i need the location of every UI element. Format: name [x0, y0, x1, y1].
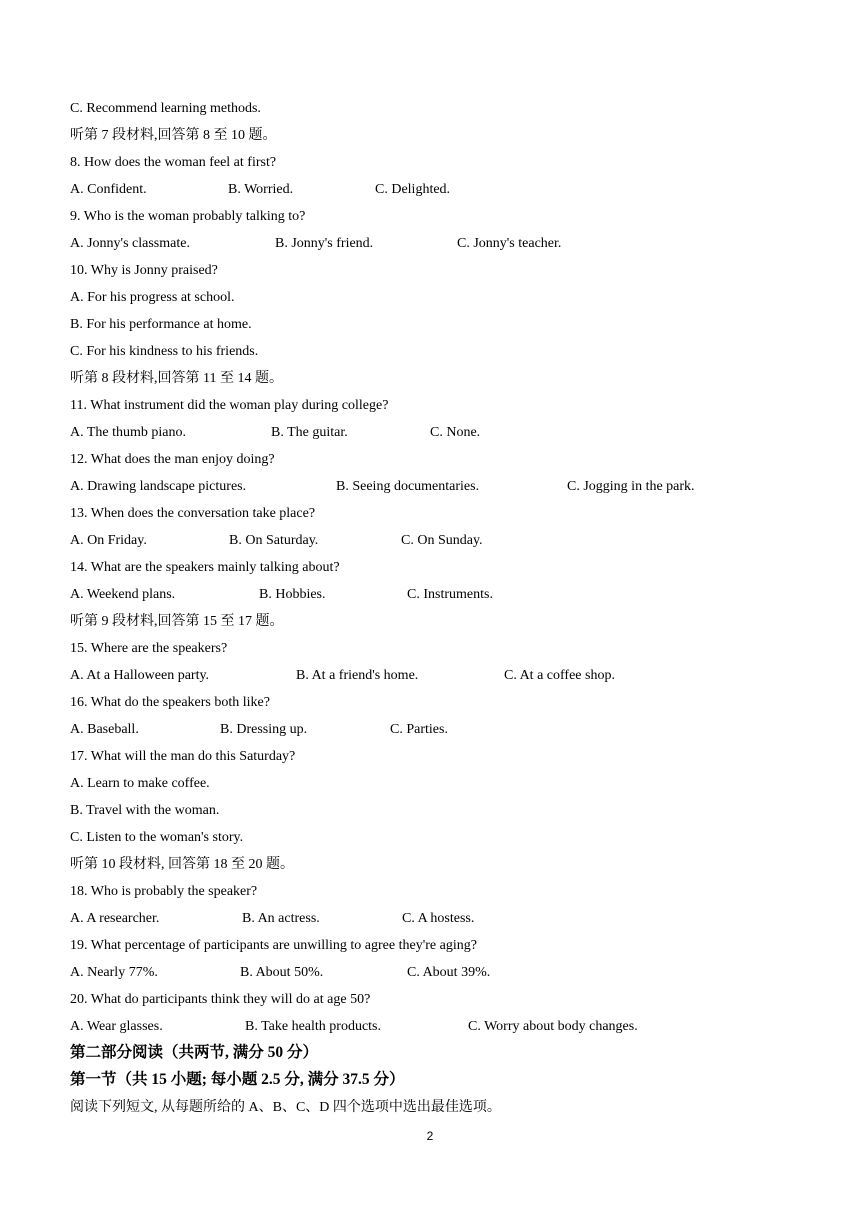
section-9-instruction: 听第 9 段材料,回答第 15 至 17 题。: [70, 614, 284, 629]
section-8-instruction: 听第 8 段材料,回答第 11 至 14 题。: [70, 371, 283, 386]
q8-option-c: C. Delighted.: [375, 182, 451, 197]
section-10-instruction: 听第 10 段材料, 回答第 18 至 20 题。: [70, 857, 294, 872]
question-8: 8. How does the woman feel at first?: [70, 155, 277, 170]
q10-option-b: B. For his performance at home.: [70, 317, 252, 332]
q8-option-b: B. Worried.: [228, 182, 294, 197]
q12-option-a: A. Drawing landscape pictures.: [70, 479, 247, 494]
q16-option-b: B. Dressing up.: [220, 722, 308, 737]
q19-option-b: B. About 50%.: [240, 965, 324, 980]
q20-option-a: A. Wear glasses.: [70, 1019, 163, 1034]
question-13: 13. When does the conversation take place?: [70, 506, 316, 521]
q11-option-b: B. The guitar.: [271, 425, 348, 440]
q10-option-a: A. For his progress at school.: [70, 290, 235, 305]
q15-option-b: B. At a friend's home.: [296, 668, 419, 683]
q18-option-a: A. A researcher.: [70, 911, 160, 926]
section-1-heading: 第一节（共 15 小题; 每小题 2.5 分, 满分 37.5 分）: [70, 1071, 405, 1088]
q18-option-b: B. An actress.: [242, 911, 320, 926]
q13-option-b: B. On Saturday.: [229, 533, 319, 548]
page-number: 2: [426, 1129, 434, 1143]
q9-option-c: C. Jonny's teacher.: [457, 236, 562, 251]
q15-option-a: A. At a Halloween party.: [70, 668, 210, 683]
q19-option-a: A. Nearly 77%.: [70, 965, 158, 980]
q13-option-c: C. On Sunday.: [401, 533, 483, 548]
q19-option-c: C. About 39%.: [407, 965, 491, 980]
q17-option-a: A. Learn to make coffee.: [70, 776, 210, 791]
q14-option-b: B. Hobbies.: [259, 587, 326, 602]
q9-option-a: A. Jonny's classmate.: [70, 236, 190, 251]
q7-option-c: C. Recommend learning methods.: [70, 101, 261, 116]
q20-option-c: C. Worry about body changes.: [468, 1019, 638, 1034]
q14-option-c: C. Instruments.: [407, 587, 493, 602]
q13-option-a: A. On Friday.: [70, 533, 147, 548]
section-7-instruction: 听第 7 段材料,回答第 8 至 10 题。: [70, 128, 277, 143]
q18-option-c: C. A hostess.: [402, 911, 475, 926]
q12-option-b: B. Seeing documentaries.: [336, 479, 480, 494]
question-18: 18. Who is probably the speaker?: [70, 884, 258, 899]
q11-option-c: C. None.: [430, 425, 481, 440]
q17-option-c: C. Listen to the woman's story.: [70, 830, 244, 845]
reading-instruction: 阅读下列短文, 从每题所给的 A、B、C、D 四个选项中选出最佳选项。: [70, 1100, 501, 1115]
q11-option-a: A. The thumb piano.: [70, 425, 187, 440]
question-15: 15. Where are the speakers?: [70, 641, 228, 656]
question-17: 17. What will the man do this Saturday?: [70, 749, 296, 764]
q8-option-a: A. Confident.: [70, 182, 147, 197]
q12-option-c: C. Jogging in the park.: [567, 479, 695, 494]
question-16: 16. What do the speakers both like?: [70, 695, 270, 710]
q9-option-b: B. Jonny's friend.: [275, 236, 374, 251]
question-14: 14. What are the speakers mainly talking about?: [70, 560, 340, 575]
q16-option-c: C. Parties.: [390, 722, 448, 737]
question-20: 20. What do participants think they will do at age 50?: [70, 992, 371, 1007]
q17-option-b: B. Travel with the woman.: [70, 803, 220, 818]
question-19: 19. What percentage of participants are unwilling to agree they're aging?: [70, 938, 477, 953]
q15-option-c: C. At a coffee shop.: [504, 668, 615, 683]
q14-option-a: A. Weekend plans.: [70, 587, 176, 602]
question-12: 12. What does the man enjoy doing?: [70, 452, 275, 467]
q20-option-b: B. Take health products.: [245, 1019, 382, 1034]
question-9: 9. Who is the woman probably talking to?: [70, 209, 306, 224]
q10-option-c: C. For his kindness to his friends.: [70, 344, 259, 359]
part-2-heading: 第二部分阅读（共两节, 满分 50 分）: [70, 1044, 319, 1061]
q16-option-a: A. Baseball.: [70, 722, 139, 737]
question-10: 10. Why is Jonny praised?: [70, 263, 218, 278]
question-11: 11. What instrument did the woman play during college?: [70, 398, 389, 413]
